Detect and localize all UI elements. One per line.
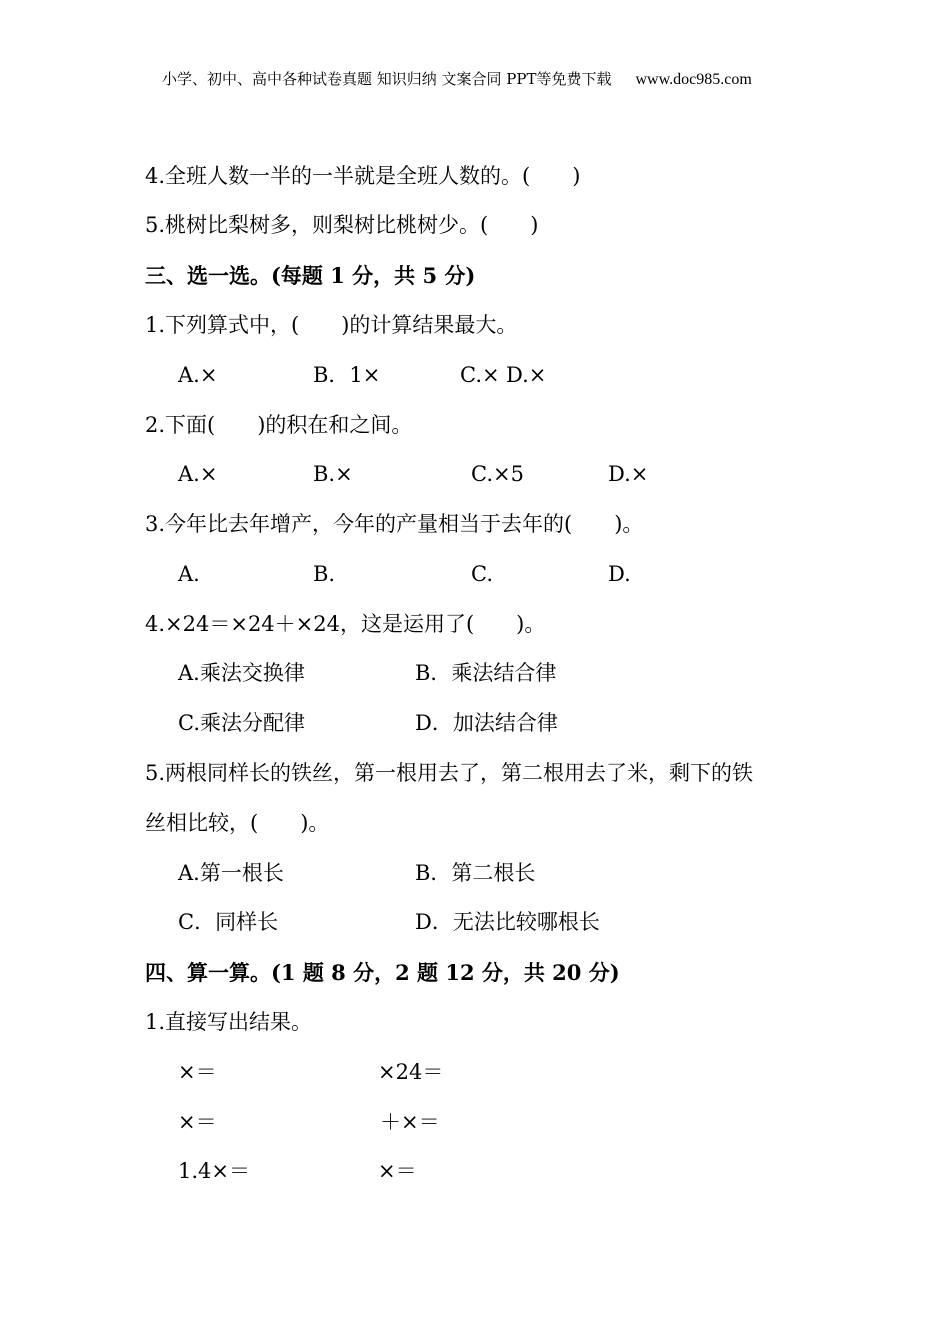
q5-option-d: D．无法比较哪根长 bbox=[415, 910, 600, 934]
q1-option-b: B．1× bbox=[313, 363, 381, 387]
page-header bbox=[162, 68, 752, 89]
part3-question-2: 2.下面( )的积在和之间。 bbox=[145, 413, 413, 437]
part2-question-4: 4.全班人数一半的一半就是全班人数的。( ) bbox=[145, 164, 581, 188]
header-text: 小学、初中、高中各种试卷真题 知识归纳 文案合同 PPT等免费下载 bbox=[162, 70, 612, 88]
part3-question-4: 4.×24＝×24＋×24，这是运用了( )。 bbox=[145, 612, 546, 636]
section-3-title: 三、选一选。(每题 1 分，共 5 分) bbox=[145, 263, 476, 288]
q1-option-a: A.× bbox=[178, 363, 218, 387]
q3-option-b: B. bbox=[313, 562, 336, 586]
q4-option-a: A.乘法交换律 bbox=[178, 661, 305, 685]
q3-option-c: C. bbox=[471, 562, 493, 586]
part3-question-5-line1: 5.两根同样长的铁丝，第一根用去了，第二根用去了米，剩下的铁 bbox=[145, 761, 754, 785]
q3-option-d: D. bbox=[608, 562, 631, 586]
q4-option-d: D．加法结合律 bbox=[415, 711, 558, 735]
q5-option-a: A.第一根长 bbox=[178, 861, 284, 885]
q3-option-a: A. bbox=[178, 562, 200, 586]
q2-option-c: C.×5 bbox=[471, 462, 524, 486]
q2-option-a: A.× bbox=[178, 462, 218, 486]
calc-item: ×＝ bbox=[378, 1159, 417, 1183]
part3-question-1: 1.下列算式中，( )的计算结果最大。 bbox=[145, 313, 518, 337]
calc-item: 1.4×＝ bbox=[178, 1159, 250, 1183]
q1-option-d: D.× bbox=[506, 363, 547, 387]
q4-option-b: B．乘法结合律 bbox=[415, 661, 557, 685]
q4-option-c: C.乘法分配律 bbox=[178, 711, 305, 735]
q1-option-c: C.× bbox=[460, 363, 500, 387]
q2-option-b: B.× bbox=[313, 462, 353, 486]
part2-question-5: 5.桃树比梨树多，则梨树比桃树少。( ) bbox=[145, 213, 539, 237]
q5-option-b: B．第二根长 bbox=[415, 861, 536, 885]
part4-question-1: 1.直接写出结果。 bbox=[145, 1010, 313, 1034]
section-4-title: 四、算一算。(1 题 8 分，2 题 12 分，共 20 分) bbox=[145, 960, 620, 985]
header-url[interactable]: www.doc985.com bbox=[635, 71, 752, 88]
q5-option-c: C．同样长 bbox=[178, 910, 279, 934]
calc-item: ×＝ bbox=[178, 1060, 217, 1084]
calc-item: ×24＝ bbox=[378, 1060, 444, 1084]
part3-question-5-line2: 丝相比较，( )。 bbox=[145, 811, 330, 835]
calc-item: ＋×＝ bbox=[380, 1110, 440, 1134]
calc-item: ×＝ bbox=[178, 1110, 217, 1134]
part3-question-3: 3.今年比去年增产，今年的产量相当于去年的( )。 bbox=[145, 512, 644, 536]
q2-option-d: D.× bbox=[608, 462, 649, 486]
